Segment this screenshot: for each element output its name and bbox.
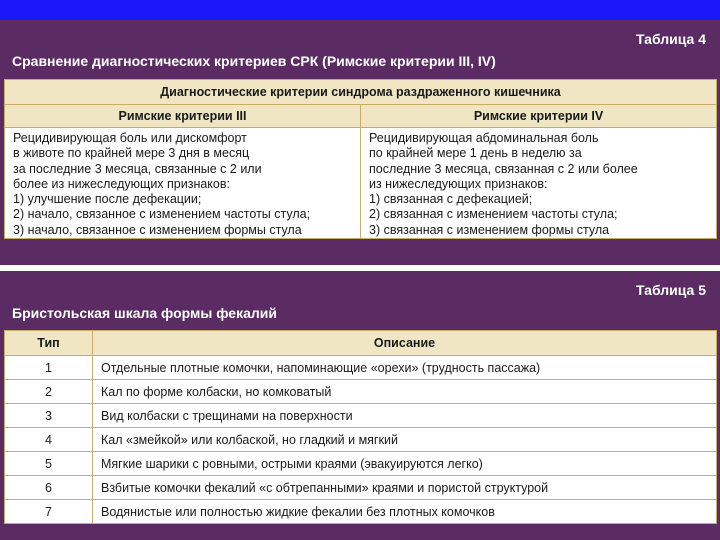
col-iv-header: Римские критерии IV bbox=[361, 105, 717, 128]
col-type-header: Тип bbox=[5, 331, 93, 356]
table-row bbox=[5, 476, 717, 500]
type-cell: 2 bbox=[5, 380, 93, 404]
criteria-line: в животе по крайней мере 3 дня в месяц bbox=[13, 146, 250, 161]
table-4-header: Диагностические критерии синдрома раздраженного кишечника bbox=[5, 80, 717, 105]
table-5-number: Таблица 5 bbox=[635, 282, 706, 298]
table-row bbox=[5, 428, 717, 452]
table-4 bbox=[4, 79, 717, 239]
type-cell: 1 bbox=[5, 356, 93, 380]
table-row bbox=[5, 452, 717, 476]
type-cell: 4 bbox=[5, 428, 93, 452]
table-5 bbox=[4, 330, 717, 524]
type-cell: 6 bbox=[5, 476, 93, 500]
criteria-line: Рецидивирующая абдоминальная боль bbox=[369, 131, 599, 145]
type-cell: 7 bbox=[5, 500, 93, 524]
criteria-line: более из нижеследующих признаков: bbox=[13, 176, 230, 191]
table-4-number: Таблица 4 bbox=[635, 31, 706, 47]
col-iii-header: Римские критерии III bbox=[5, 105, 361, 128]
desc-cell: Взбитые комочки фекалий «с обтрепанными» краями и пористой структурой bbox=[93, 476, 717, 500]
col-desc-header: Описание bbox=[93, 331, 717, 356]
criteria-line: 3) начало, связанное с изменением формы стула bbox=[13, 222, 302, 237]
desc-cell: Кал по форме колбаски, но комковатый bbox=[93, 380, 717, 404]
type-cell: 5 bbox=[5, 452, 93, 476]
criteria-line: 2) связанная с изменением частоты стула; bbox=[369, 207, 618, 222]
desc-cell: Мягкие шарики с ровными, острыми краями (эвакуируются легко) bbox=[93, 452, 717, 476]
table-row bbox=[5, 500, 717, 524]
criteria-line: из нижеследующих признаков: bbox=[369, 176, 548, 191]
desc-cell: Вид колбаски с трещинами на поверхности bbox=[93, 404, 717, 428]
table-row bbox=[5, 380, 717, 404]
criteria-line: 1) связанная с дефекацией; bbox=[369, 192, 533, 207]
col-iv-criteria bbox=[361, 128, 717, 239]
table-row bbox=[5, 356, 717, 380]
criteria-line: за последние 3 месяца, связанные с 2 или bbox=[13, 161, 262, 176]
table-5-panel bbox=[0, 271, 720, 540]
criteria-line: 3) связанная с изменением формы стула bbox=[369, 222, 610, 237]
top-strip bbox=[0, 0, 720, 20]
table-4-title: Сравнение диагностических критериев СРК (Римские критерии III, IV) bbox=[12, 53, 496, 69]
criteria-line: последние 3 месяца, связанная с 2 или более bbox=[369, 161, 638, 176]
table-4-panel bbox=[0, 20, 720, 265]
criteria-line: по крайней мере 1 день в неделю за bbox=[369, 146, 582, 161]
criteria-line: 2) начало, связанное с изменением частоты стула; bbox=[13, 207, 311, 222]
table-5-title: Бристольская шкала формы фекалий bbox=[12, 305, 277, 321]
desc-cell: Водянистые или полностью жидкие фекалии без плотных комочков bbox=[93, 500, 717, 524]
col-iii-criteria bbox=[5, 128, 361, 239]
criteria-line: 1) улучшение после дефекации; bbox=[13, 192, 202, 207]
criteria-line: Рецидивирующая боль или дискомфорт bbox=[13, 131, 247, 145]
type-cell: 3 bbox=[5, 404, 93, 428]
desc-cell: Кал «змейкой» или колбаской, но гладкий и мягкий bbox=[93, 428, 717, 452]
table-row bbox=[5, 404, 717, 428]
desc-cell: Отдельные плотные комочки, напоминающие «орехи» (трудность пассажа) bbox=[93, 356, 717, 380]
